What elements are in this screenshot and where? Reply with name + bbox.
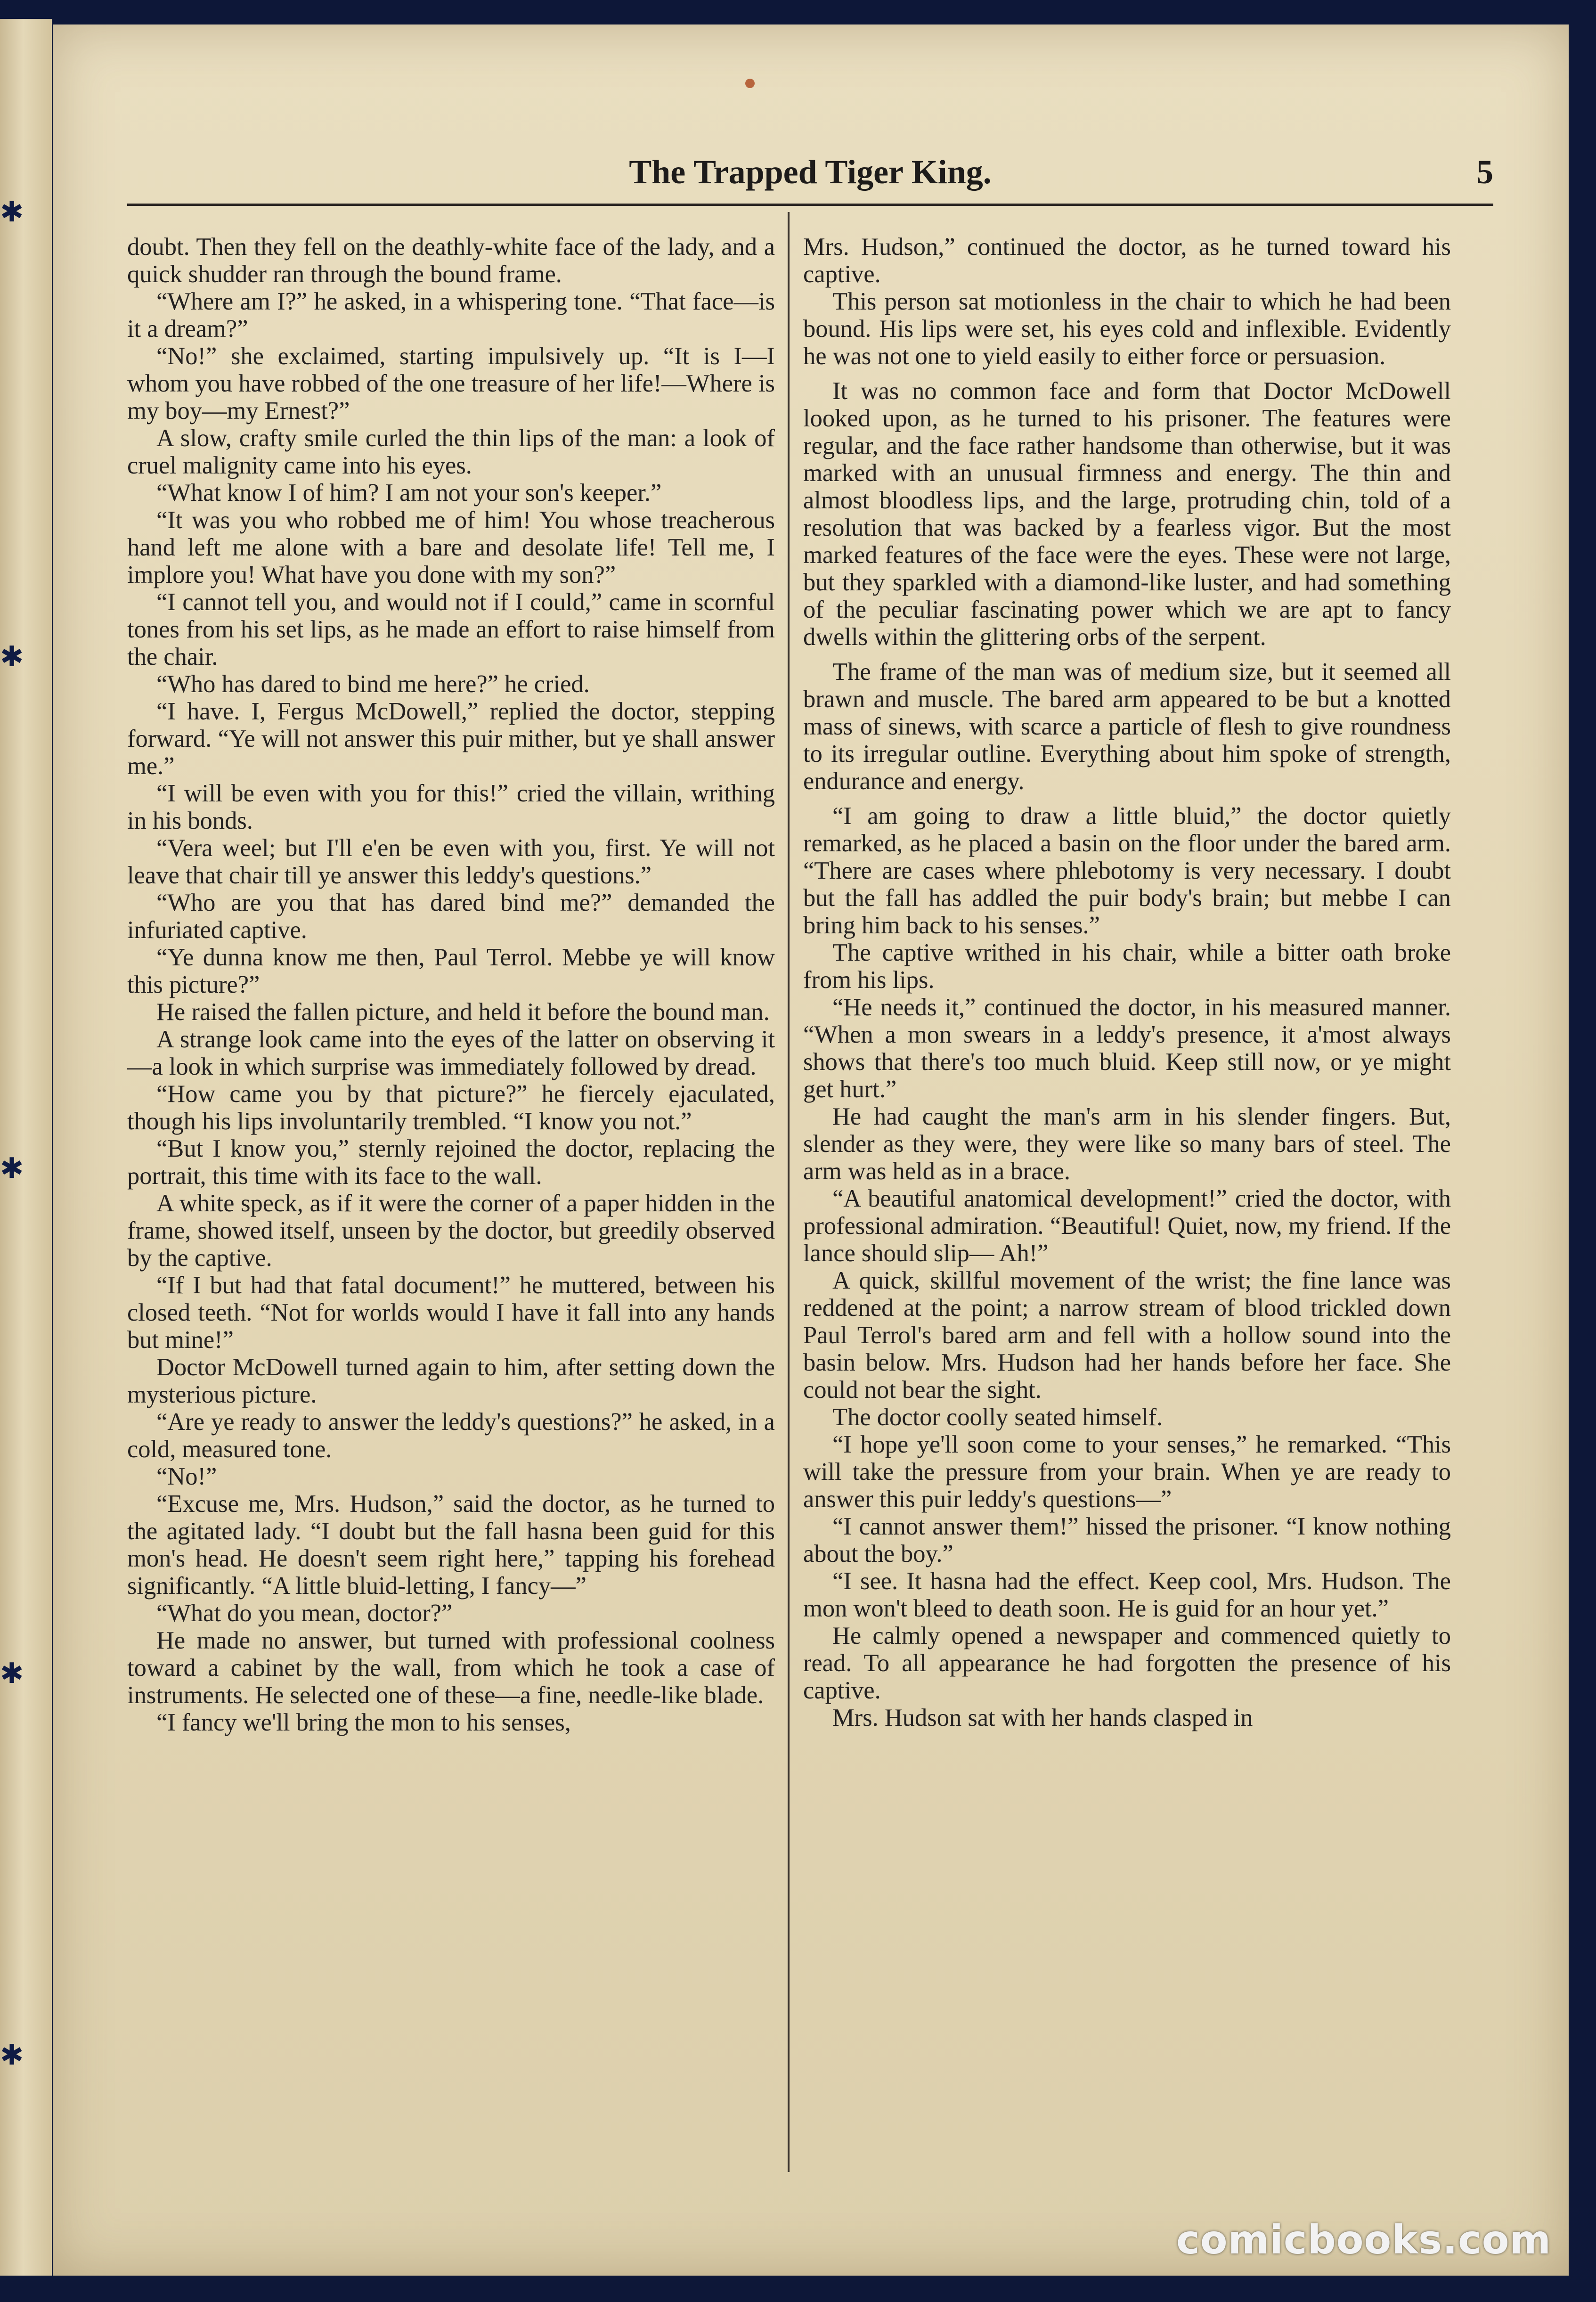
header-rule [127,204,1493,206]
book-spine [0,19,52,2276]
paragraph: “Who are you that has dared bind me?” demanded the infuriated captive. [127,889,775,944]
paragraph: The frame of the man was of medium size, but it seemed all brawn and muscle. The bared arm appeared to be but a knotted mass of sinews, with scarce a particle of flesh to give roundness to its irregular outline. Everything about him spoke of strength, endurance and energy. [803,658,1451,795]
paragraph: He calmly opened a newspaper and commenced quietly to read. To all appearance he had forgotten the presence of his captive. [803,1622,1451,1704]
paragraph: “I will be even with you for this!” cried the villain, writhing in his bonds. [127,780,775,834]
binding-stitch-mark: ✱ [0,640,20,673]
paragraph: “A beautiful anatomical development!” cried the doctor, with professional admiration. “Beautiful! Quiet, now, my friend. If the lance should slip— Ah!” [803,1185,1451,1267]
paragraph: A quick, skillful movement of the wrist; the fine lance was reddened at the point; a narrow stream of blood trickled down Paul Terrol's bared arm and fell with a hollow sound into the basin below. Mrs. Hudson had her hands before her face. She could not bear the sight. [803,1267,1451,1404]
paragraph: “I cannot tell you, and would not if I could,” came in scornful tones from his set lips, as he made an effort to raise himself from the chair. [127,588,775,670]
paragraph: He made no answer, but turned with professional coolness toward a cabinet by the wall, from which he took a case of instruments. He selected one of these—a fine, needle-like blade. [127,1627,775,1709]
site-watermark: comicbooks.com [1176,2217,1551,2263]
paragraph: “He needs it,” continued the doctor, in his measured manner. “When a mon swears in a leddy's presence, it a'most always shows that there's too much bluid. Keep still now, or ye might get hurt.” [803,994,1451,1103]
paragraph: “I fancy we'll bring the mon to his senses, [156,1709,571,1736]
binding-stitch-mark: ✱ [0,196,20,229]
paragraph: “What do you mean, doctor?” [156,1600,453,1627]
paragraph: “Who has dared to bind me here?” he cried. [156,670,590,698]
page-number: 5 [1476,153,1493,191]
paragraph: Mrs. Hudson sat with her hands clasped in [832,1704,1253,1731]
paragraph: “I am going to draw a little bluid,” the doctor quietly remarked, as he placed a basin on the floor under the bared arm. “There are cases where phlebotomy is very necessary. I doubt but the fall has addled the puir body's brain; but mebbe I can bring him back to his senses.” [803,802,1451,939]
column-divider [788,212,790,2172]
paragraph: He raised the fallen picture, and held it before the bound man. [156,998,770,1026]
paragraph: It was no common face and form that Doctor McDowell looked upon, as he turned to his prisoner. The features were regular, and the face rather handsome than otherwise, but it was marked with an unusual firmness and energy. The thin and almost bloodless lips, and the large, protruding chin, told of a resolution that was backed by a fearless vigor. But the most marked features of the face were the eyes. These were not large, but they sparkled with a diamond-like luster, and had something of the peculiar fascinating power which we are apt to fancy dwells within the glittering orbs of the serpent. [803,377,1451,651]
paragraph: “Vera weel; but I'll e'en be even with you, first. Ye will not leave that chair till ye answer this leddy's questions.” [127,834,775,889]
paragraph: “But I know you,” sternly rejoined the doctor, replacing the portrait, this time with its face to the wall. [127,1135,775,1190]
binding-stitch-mark: ✱ [0,1657,20,1690]
paragraph: The captive writhed in his chair, while a bitter oath broke from his lips. [803,939,1451,994]
binding-stitch-mark: ✱ [0,2039,20,2072]
paragraph: A white speck, as if it were the corner of a paper hidden in the frame, showed itself, unseen by the doctor, but greedily observed by the captive. [127,1190,775,1272]
paragraph: “I have. I, Fergus McDowell,” replied the doctor, stepping forward. “Ye will not answer this puir mither, but ye shall answer me.” [127,698,775,780]
paragraph: The doctor coolly seated himself. [832,1404,1163,1431]
running-title: The Trapped Tiger King. [629,153,992,191]
paragraph: “I hope ye'll soon come to your senses,” he remarked. “This will take the pressure from your brain. When ye are ready to answer this puir leddy's questions—” [803,1431,1451,1513]
paragraph: “No!” [156,1463,217,1490]
paragraph: “Where am I?” he asked, in a whispering tone. “That face—is it a dream?” [127,288,775,343]
right-column [803,233,1451,2179]
paragraph: “I see. It hasna had the effect. Keep cool, Mrs. Hudson. The mon won't bleed to death soon. He is guid for an hour yet.” [803,1567,1451,1622]
paragraph: “I cannot answer them!” hissed the prisoner. “I know nothing about the boy.” [803,1513,1451,1567]
paragraph: “If I but had that fatal document!” he muttered, between his closed teeth. “Not for worlds would I have it fall into any hands but mine!” [127,1272,775,1354]
paper-spot [745,79,755,88]
paragraph: A slow, crafty smile curled the thin lips of the man: a look of cruel malignity came into his eyes. [127,424,775,479]
paragraph: He had caught the man's arm in his slender fingers. But, slender as they were, they were like so many bars of steel. The arm was held as in a brace. [803,1103,1451,1185]
paragraph: “What know I of him? I am not your son's keeper.” [156,479,662,506]
paragraph: “No!” she exclaimed, starting impulsively up. “It is I—I whom you have robbed of the one treasure of her life!—Where is my boy—my Ernest?” [127,343,775,424]
paragraph: “Ye dunna know me then, Paul Terrol. Mebbe ye will know this picture?” [127,944,775,998]
paragraph: A strange look came into the eyes of the latter on observing it—a look in which surprise was immediately followed by dread. [127,1026,775,1080]
left-column [127,233,775,2179]
paragraph: “How came you by that picture?” he fiercely ejaculated, though his lips involuntarily trembled. “I know you not.” [127,1080,775,1135]
binding-stitch-mark: ✱ [0,1152,20,1185]
paragraph: “Are ye ready to answer the leddy's questions?” he asked, in a cold, measured tone. [127,1408,775,1463]
paragraph: This person sat motionless in the chair to which he had been bound. His lips were set, his eyes cold and inflexible. Evidently he was not one to yield easily to either force or persuasion. [803,288,1451,370]
paragraph: Doctor McDowell turned again to him, after setting down the mysterious picture. [127,1354,775,1408]
paragraph: doubt. Then they fell on the deathly-white face of the lady, and a quick shudder ran through the bound frame. [127,233,775,288]
paragraph: “It was you who robbed me of him! You whose treacherous hand left me alone with a bare and desolate life! Tell me, I implore you! What have you done with my son?” [127,506,775,588]
paragraph: Mrs. Hudson,” continued the doctor, as he turned toward his captive. [803,233,1451,288]
page-header [127,141,1493,203]
paragraph: “Excuse me, Mrs. Hudson,” said the doctor, as he turned to the agitated lady. “I doubt but the fall hasna been guid for this mon's head. He doesn't seem right here,” tapping his forehead significantly. “A little bluid-letting, I fancy—” [127,1490,775,1600]
